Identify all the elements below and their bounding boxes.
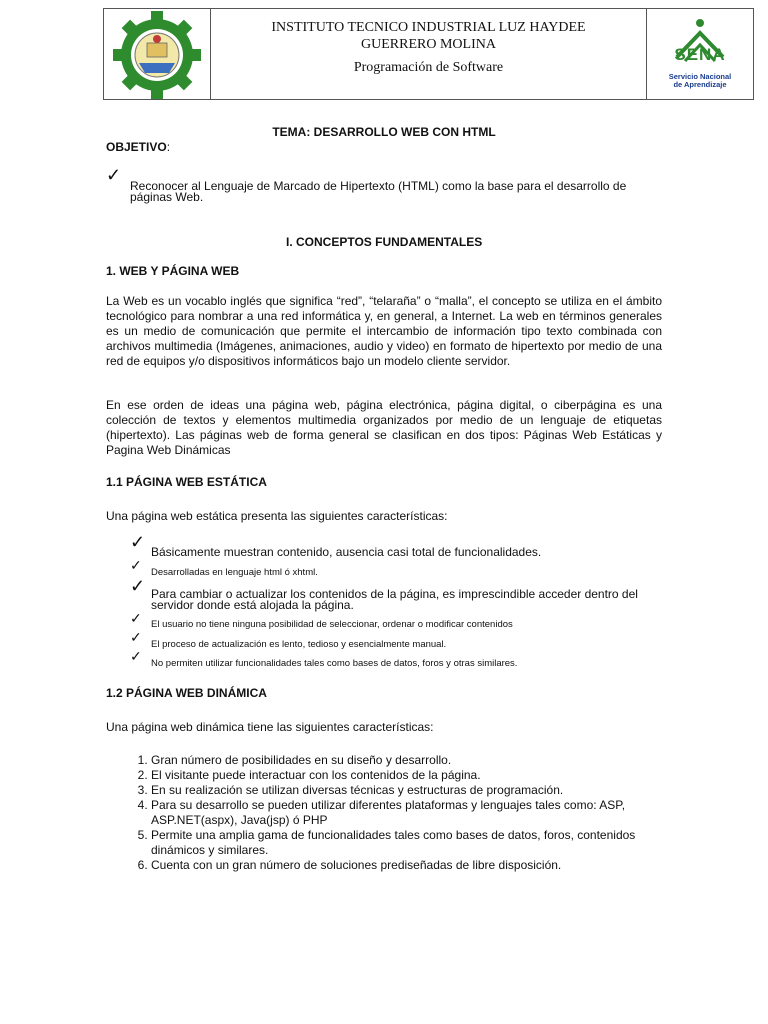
static-intro: Una página web estática presenta las siguientes características: [106, 509, 448, 523]
check-icon: ✓ [130, 557, 142, 573]
list-item: 3. En su realización se utilizan diversas técnicas y estructuras de programación. [151, 783, 662, 798]
check-icon: ✓ [130, 576, 146, 596]
institute-logo-cell [104, 9, 211, 99]
static-item-4: El usuario no tiene ninguna posibilidad de seleccionar, ordenar o modificar contenidos [151, 619, 513, 630]
institute-gear-logo-icon [104, 9, 210, 99]
objective-check-icon: ✓ [106, 165, 122, 185]
paragraph-web-definition: La Web es un vocablo inglés que significa “red”, “telaraña” o “malla”, el concepto se utiliza en el ámbito tecnológico para nombrar a una red informática y, en general, a Internet. La web en términos generales es un medio de comunicación que permite el intercambio de información tipo texto combinada con archivos multimedia (Imágenes, animaciones, audio y video) en formato de hipertexto por medio de una red de equipos y/o dispositivos informáticos bajo un modelo cliente servidor. [106, 294, 662, 368]
dynamic-intro: Una página web dinámica tiene las siguientes características: [106, 720, 434, 734]
check-icon: ✓ [130, 648, 142, 664]
sena-caption-line2: de Aprendizaje [673, 80, 727, 89]
subsection-web-title: 1. WEB Y PÁGINA WEB [106, 264, 240, 278]
objective-colon: : [166, 140, 171, 154]
sena-caption [647, 73, 753, 89]
section-title-concepts: I. CONCEPTOS FUNDAMENTALES [286, 235, 483, 249]
objective-text: Reconocer al Lenguaje de Marcado de Hipertexto (HTML) como la base para el desarrollo de páginas Web. [130, 179, 627, 204]
document-topic: TEMA: DESARROLLO WEB CON HTML [272, 125, 496, 139]
list-item: 1. Gran número de posibilidades en su diseño y desarrollo. [151, 753, 662, 768]
institute-name-line2: GUERRERO MOLINA [361, 37, 496, 52]
static-item-1: Básicamente muestran contenido, ausencia casi total de funcionalidades. [151, 545, 542, 559]
list-item: 4. Para su desarrollo se pueden utilizar diferentes plataformas y lenguajes tales como: ASP, ASP.NET(aspx), Java(jsp) ó PHP [151, 798, 662, 828]
check-icon: ✓ [130, 610, 142, 626]
sena-caption-line1: Servicio Nacional [668, 72, 732, 81]
subject-name: Programación de Software [353, 60, 504, 75]
institute-name-line1: INSTITUTO TECNICO INDUSTRIAL LUZ HAYDEE [271, 20, 586, 35]
paragraph-web-page: En ese orden de ideas una página web, página electrónica, página digital, o ciberpágina es una colección de textos y elementos multimedia organizados por medio de un lenguaje de etiquetas (hipertexto). Las páginas web de forma general se clasifican en dos tipos: Páginas Web Estáticas y Pagina Web Dinámicas [106, 398, 662, 457]
subsection-static-title: 1.1 PÁGINA WEB ESTÁTICA [106, 475, 267, 489]
list-item: 5. Permite una amplia gama de funcionalidades tales como bases de datos, foros, contenidos dinámicos y similares. [151, 828, 662, 858]
check-icon: ✓ [130, 532, 146, 552]
institute-title-cell [211, 9, 647, 99]
objective-heading [106, 140, 662, 155]
subsection-dynamic-title: 1.2 PÁGINA WEB DINÁMICA [106, 686, 267, 700]
static-item-3: Para cambiar o actualizar los contenidos de la página, es imprescindible acceder dentro del servidor donde está alojada la página. [151, 587, 638, 612]
list-item: 6. Cuenta con un gran número de soluciones prediseñadas de libre disposición. [151, 858, 662, 873]
static-item-5: El proceso de actualización es lento, tedioso y esencialmente manual. [151, 639, 447, 650]
dynamic-features-list [106, 753, 662, 873]
objective-label: OBJETIVO [106, 140, 167, 154]
static-item-2: Desarrolladas en lenguaje html ó xhtml. [151, 567, 318, 578]
check-icon: ✓ [130, 629, 142, 645]
sena-wordmark: SENA [674, 45, 726, 64]
document-header [103, 8, 754, 100]
static-item-6: No permiten utilizar funcionalidades tales como bases de datos, foros y otras similares. [151, 658, 518, 669]
list-item: 2. El visitante puede interactuar con los contenidos de la página. [151, 768, 662, 783]
sena-logo-cell [647, 9, 753, 99]
